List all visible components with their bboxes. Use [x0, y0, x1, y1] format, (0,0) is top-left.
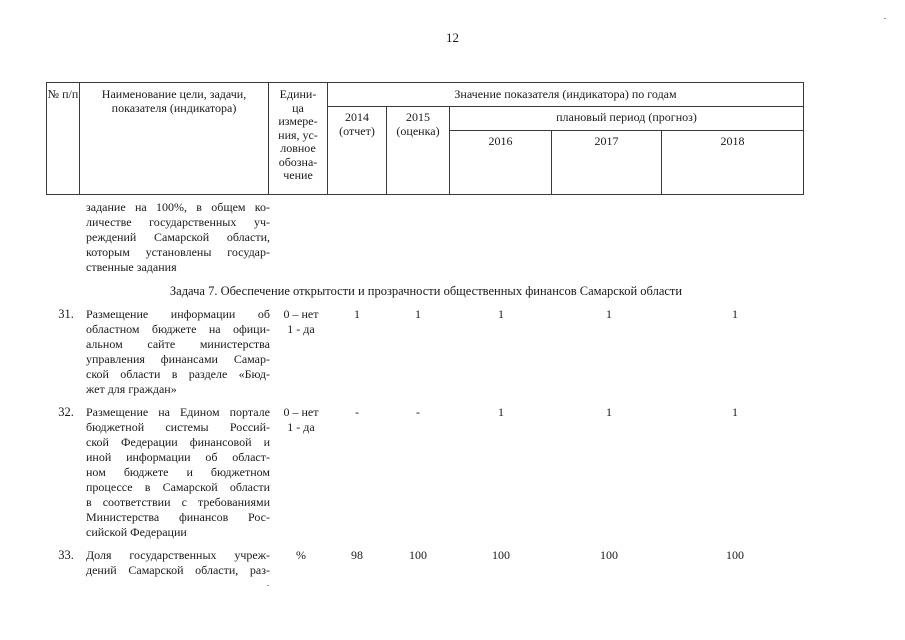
header-planned-period: плановый период (прогноз) — [450, 107, 804, 131]
value-2014: - — [355, 405, 359, 419]
value-2017: 1 — [606, 405, 612, 419]
value-2015: 100 — [409, 548, 427, 562]
header-year-2014: 2014 (отчет) — [328, 107, 387, 195]
row-indicator-name: Размещение на Едином портале бюджетной системы Россий- ской Федерации финансовой и иной информации об област- ном бюджете и бюджетном процессе в Самарской области в соответствии с требованиями Министерства финансов Рос- сийской Федерации — [86, 405, 270, 539]
header-year-2017: 2017 — [552, 131, 662, 195]
value-2014: 1 — [354, 307, 360, 321]
scan-speck — [267, 585, 269, 586]
value-2016: 100 — [492, 548, 510, 562]
row-unit: % — [296, 548, 306, 562]
scan-speck — [884, 18, 886, 19]
value-2016: 1 — [498, 405, 504, 419]
value-2015: - — [416, 405, 420, 419]
value-2014: 98 — [351, 548, 363, 562]
value-2018: 1 — [732, 307, 738, 321]
header-col-number: № п/п — [47, 83, 80, 195]
header-values-title: Значение показателя (индикатора) по годам — [328, 83, 804, 107]
value-2018: 100 — [726, 548, 744, 562]
value-2016: 1 — [498, 307, 504, 321]
value-2018: 1 — [732, 405, 738, 419]
row-number: 32. — [58, 405, 74, 419]
header-year-2015: 2015 (оценка) — [387, 107, 450, 195]
row-unit: 0 – нет 1 - да — [283, 405, 319, 434]
page-number: 12 — [446, 30, 459, 45]
continuation-text: задание на 100%, в общем ко- личестве государственных уч- реждений Самарской области, которым установлены государ- ственные задания — [86, 200, 270, 274]
table-header — [46, 82, 804, 195]
header-year-2018: 2018 — [662, 131, 804, 195]
header-col-unit: Едини- ца измере- ния, ус- ловное обозна- чение — [269, 83, 328, 195]
value-2017: 1 — [606, 307, 612, 321]
row-number: 33. — [58, 548, 74, 562]
row-indicator-name: Размещение информации об областном бюджете на офици- альном сайте министерства управления финансами Самар- ской области в разделе «Бюд- жет для граждан» — [86, 307, 270, 396]
row-indicator-name: Доля государственных учреж- дений Самарской области, раз- — [86, 548, 270, 577]
value-2015: 1 — [415, 307, 421, 321]
value-2017: 100 — [600, 548, 618, 562]
header-year-2016: 2016 — [450, 131, 552, 195]
row-unit: 0 – нет 1 - да — [283, 307, 319, 336]
header-col-name: Наименование цели, задачи, показателя (индикатора) — [80, 83, 269, 195]
row-number: 31. — [58, 307, 74, 321]
task-title: Задача 7. Обеспечение открытости и прозрачности общественных финансов Самарской области — [169, 284, 683, 298]
